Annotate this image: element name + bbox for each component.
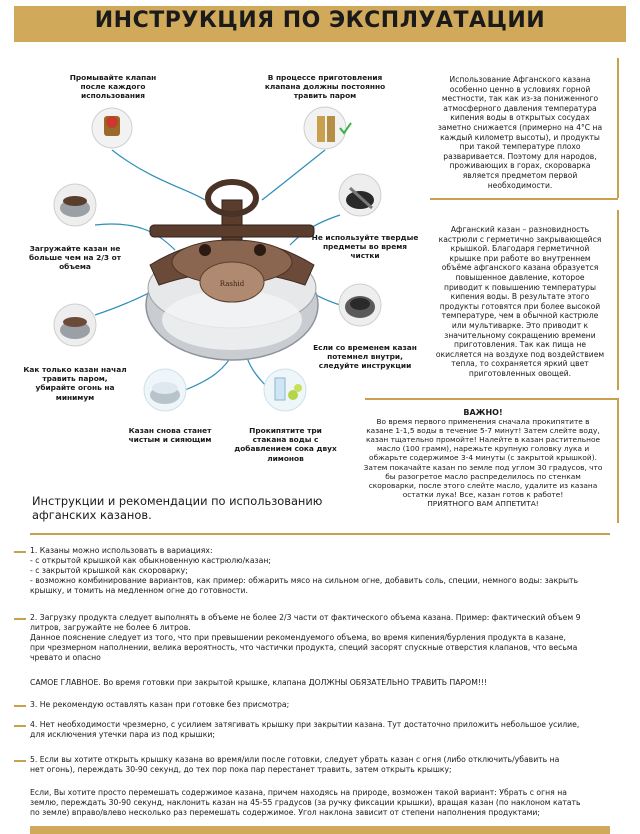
caption-clean-valve: Промывайте клапан после каждого использования [69, 73, 157, 101]
bottom-gold-band [30, 826, 610, 834]
caption-valve-steam: В процессе приготовления клапана должны постоянно травить паром [264, 73, 386, 101]
caption-darken: Если со временем казан потемнел внутри, следуйте инструкции [313, 343, 417, 371]
callout-shiny [144, 369, 186, 411]
caption-reduce: Как только казан начал травить паром, убирайте огонь на минимум [23, 365, 127, 402]
callout-darken [339, 284, 381, 326]
section-divider [30, 533, 610, 535]
info-block-afghan: Афганский казан – разновидность кастрюли с герметично закрывающейся крышкой. Благодаря герметичной крышке при работе во внутреннем объёме афганского казана образуется повышенное давление, которое приводит к повышению температуры кипения воды. В результате этого продукты готовятся при более высокой температуре, чем в обычной кастрюле или мультиварке. Это приводит к значительному сокращению времени приготовления. Так как пища не окисляется на воздухе под воздействием тепла, то сохраняется яркий цвет приготовленных овощей. [435, 225, 605, 378]
item-1: 1. Казаны можно использовать в вариациях: - с открытой крышкой как обыкновенную кастрюлю/казан; - с закрытой крышкой как скороварку; - возможно комбинирование вариантов, как пример: обжарить мясо на сильном огне, добавить соль, специи, немного воды: закрыть крышку, и томить на медленном огне до готовности. [30, 546, 579, 595]
item-2: 2. Загрузку продукта следует выполнять в объеме не более 2/3 части от фактического объема казана. Пример: фактический объем 9 литров, загружайте не более 6 литров. Данное пояснение следует из того, что при превышении рекомендуемого объема, во время кипения/бурления продукта в казане, при чрезмерном наполнении, велика вероятность, что частички продукта, специй засорят спускные отверстия клапанов, что весьма чревато и опасно [30, 613, 581, 662]
warning-box: ВАЖНО! Во время первого применения сначала прокипятите в казане 1-1,5 воды в течение 5-7 минут! Затем слейте воду, казан тщательно промойте! Налейте в казан растительное масло (100 грамм), нарежьте крупную головку лука и обжарьте содержимое 3-4 минуты (с закрытой крышкой). Затем покачайте казан по земле под углом 30 градусов, что бы разогретое масло распределилось по стенкам скороварки, после этого слейте масло, удалите из казана остатки лука! Все, казан готов к работе! ПРИЯТНОГО ВАМ АППЕТИТА! [352, 408, 614, 508]
pressure-cooker-image [146, 182, 318, 360]
callout-load [54, 184, 96, 226]
page-title: ИНСТРУКЦИЯ ПО ЭКСПЛУАТАЦИИ [94, 8, 546, 33]
caption-shiny: Казан снова станет чистым и сияющим [128, 426, 212, 445]
info1-border-bottom [430, 198, 618, 200]
item-6: Если, Вы хотите просто перемешать содержимое казана, причем находясь на природе, возможен такой вариант: Убрать с огня на землю, переждать 30-90 секунд, наклонить казан на 45-55 градусов (за ручку фиксации крышки), вращая казан (по наклоном катать по земле) вправо/влево несколько раз перемешать содержимое. Угол наклона зависит от степени наполнения продуктами; [30, 788, 581, 817]
callout-reduce [54, 304, 96, 346]
item-marker [14, 551, 26, 553]
warning-heading: ВАЖНО! [463, 408, 503, 417]
item-marker [14, 618, 26, 620]
item-marker [14, 760, 26, 762]
warning-border-right [617, 398, 619, 523]
section-title: Инструкции и рекомендации по использованию афганских казанов. [32, 494, 323, 522]
caption-load: Загружайте казан не больше чем на 2/3 от объема [28, 244, 122, 272]
callout-clean-valve [92, 108, 132, 148]
info-block-mountain: Использование Афганского казана особенно ценно в условиях горной местности, так как из-за пониженного атмосферного давления температура кипения воды в открытых сосудах заметно снижается (примерно на 4°C на каждый километр высоты), и продукты при такой температуре плохо разваривается. Поэтому для народов, проживающих в горах, скороварка является предметом первой необходимости. [437, 75, 603, 190]
info2-border [617, 210, 619, 390]
caption-soda: Прокипятите три стакана воды с добавлением сока двух лимонов [234, 426, 337, 463]
connector-line [262, 150, 325, 200]
callout-soda [264, 369, 306, 411]
svg-text:Rashid: Rashid [219, 280, 245, 288]
info1-border [617, 58, 619, 198]
item-3: 3. Не рекомендую оставлять казан при готовке без присмотра; [30, 700, 290, 709]
item-marker [14, 705, 26, 707]
item-4: 4. Нет необходимости чрезмерно, с усилием затягивать крышку при закрытии казана. Тут достаточно приложить небольшое усилие, для исключения утечки пара из под крышки; [30, 720, 580, 739]
item-marker [14, 725, 26, 727]
caption-no-hard: Не используйте твердые предметы во время чистки [311, 233, 419, 261]
callout-no-hard [339, 174, 381, 216]
connector-line [112, 150, 205, 200]
item-5: 5. Если вы хотите открыть крышку казана во время/или после готовки, следует убрать казан с огня (либо отключить/убавить на нет огонь), переждать 30-90 секунд, до тех пор пока пар перестанет травить, затем открыть крышку; [30, 755, 560, 774]
main-rule: САМОЕ ГЛАВНОЕ. Во время готовки при закрытой крышке, клапана ДОЛЖНЫ ОБЯЗАТЕЛЬНО ТРАВИТЬ ПАРОМ!!! [30, 678, 488, 687]
callout-valve-steam [304, 107, 351, 149]
warning-border-top [365, 398, 617, 400]
